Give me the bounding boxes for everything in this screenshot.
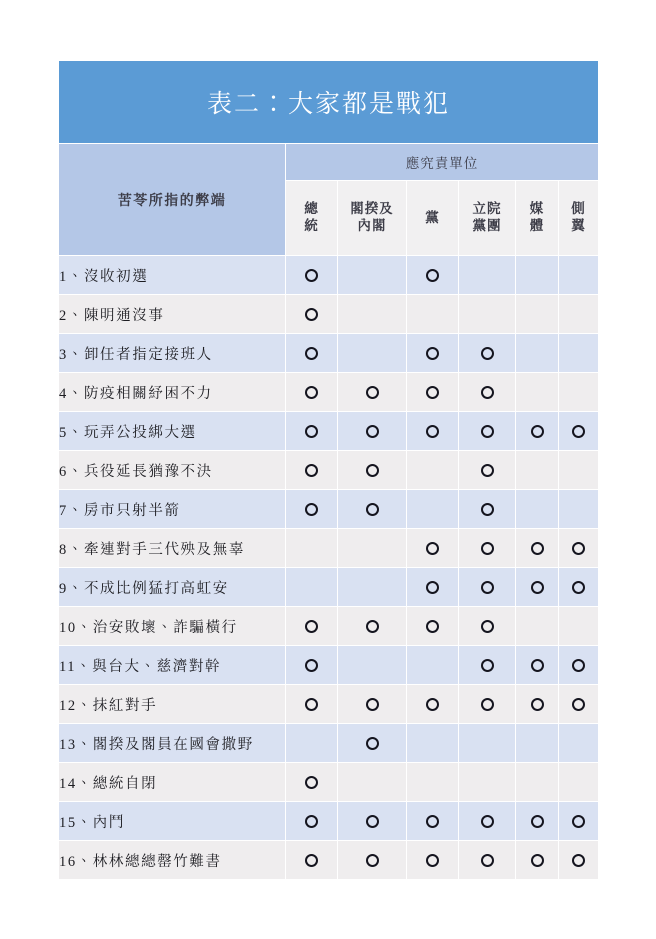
row-label: 7、房市只射半箭 bbox=[59, 490, 286, 529]
responsible-mark-icon bbox=[305, 425, 318, 438]
mark-cell-party bbox=[407, 685, 459, 724]
mark-cell-premier_cabinet bbox=[338, 802, 407, 841]
row-label: 4、防疫相關紓困不力 bbox=[59, 373, 286, 412]
row-label: 12、抹紅對手 bbox=[59, 685, 286, 724]
mark-cell-media bbox=[516, 646, 559, 685]
table-row bbox=[59, 841, 599, 880]
mark-cell-premier_cabinet bbox=[338, 724, 407, 763]
mark-cell-premier_cabinet bbox=[338, 607, 407, 646]
responsible-mark-icon bbox=[366, 464, 379, 477]
responsible-mark-icon bbox=[481, 659, 494, 672]
mark-cell-flank bbox=[559, 334, 599, 373]
table-header bbox=[59, 61, 599, 256]
table-row bbox=[59, 295, 599, 334]
mark-cell-president bbox=[286, 763, 338, 802]
responsible-mark-icon bbox=[572, 815, 585, 828]
responsible-mark-icon bbox=[572, 542, 585, 555]
mark-cell-media bbox=[516, 490, 559, 529]
responsible-mark-icon bbox=[481, 347, 494, 360]
mark-cell-president bbox=[286, 451, 338, 490]
row-label: 5、玩弄公投綁大選 bbox=[59, 412, 286, 451]
responsible-mark-icon bbox=[426, 347, 439, 360]
column-header-president-line2: 統 bbox=[304, 218, 319, 233]
table-row bbox=[59, 724, 599, 763]
mark-cell-flank bbox=[559, 724, 599, 763]
column-header-president bbox=[286, 181, 338, 256]
responsible-mark-icon bbox=[305, 659, 318, 672]
mark-cell-flank bbox=[559, 490, 599, 529]
mark-cell-legislative_caucus bbox=[459, 490, 516, 529]
responsible-mark-icon bbox=[426, 620, 439, 633]
column-header-legislative-caucus-line2: 黨團 bbox=[472, 218, 502, 233]
responsible-mark-icon bbox=[531, 425, 544, 438]
responsible-mark-icon bbox=[426, 698, 439, 711]
responsible-mark-icon bbox=[426, 815, 439, 828]
responsible-mark-icon bbox=[481, 854, 494, 867]
mark-cell-premier_cabinet bbox=[338, 412, 407, 451]
responsible-mark-icon bbox=[572, 854, 585, 867]
mark-cell-premier_cabinet bbox=[338, 451, 407, 490]
responsible-mark-icon bbox=[531, 854, 544, 867]
responsible-mark-icon bbox=[572, 659, 585, 672]
mark-cell-premier_cabinet bbox=[338, 568, 407, 607]
mark-cell-legislative_caucus bbox=[459, 568, 516, 607]
mark-cell-legislative_caucus bbox=[459, 295, 516, 334]
mark-cell-president bbox=[286, 373, 338, 412]
responsible-mark-icon bbox=[481, 542, 494, 555]
mark-cell-party bbox=[407, 451, 459, 490]
mark-cell-legislative_caucus bbox=[459, 607, 516, 646]
mark-cell-president bbox=[286, 334, 338, 373]
mark-cell-party bbox=[407, 334, 459, 373]
mark-cell-premier_cabinet bbox=[338, 373, 407, 412]
column-header-flank bbox=[559, 181, 599, 256]
responsible-mark-icon bbox=[305, 776, 318, 789]
responsible-mark-icon bbox=[305, 620, 318, 633]
mark-cell-legislative_caucus bbox=[459, 685, 516, 724]
table-row bbox=[59, 490, 599, 529]
mark-cell-flank bbox=[559, 295, 599, 334]
title-row bbox=[59, 61, 599, 144]
mark-cell-party bbox=[407, 802, 459, 841]
mark-cell-legislative_caucus bbox=[459, 841, 516, 880]
mark-cell-premier_cabinet bbox=[338, 295, 407, 334]
responsible-mark-icon bbox=[305, 854, 318, 867]
responsible-mark-icon bbox=[531, 815, 544, 828]
table-title: 表二：大家都是戰犯 bbox=[59, 61, 599, 144]
mark-cell-legislative_caucus bbox=[459, 529, 516, 568]
responsible-mark-icon bbox=[531, 581, 544, 594]
mark-cell-legislative_caucus bbox=[459, 334, 516, 373]
table-row bbox=[59, 451, 599, 490]
mark-cell-party bbox=[407, 490, 459, 529]
mark-cell-party bbox=[407, 568, 459, 607]
mark-cell-premier_cabinet bbox=[338, 490, 407, 529]
mark-cell-legislative_caucus bbox=[459, 451, 516, 490]
mark-cell-president bbox=[286, 490, 338, 529]
mark-cell-media bbox=[516, 607, 559, 646]
mark-cell-flank bbox=[559, 607, 599, 646]
mark-cell-media bbox=[516, 373, 559, 412]
mark-cell-president bbox=[286, 412, 338, 451]
responsible-mark-icon bbox=[481, 581, 494, 594]
mark-cell-media bbox=[516, 412, 559, 451]
column-header-party-line1: 黨 bbox=[425, 209, 440, 225]
responsible-mark-icon bbox=[305, 269, 318, 282]
row-label: 16、林林總總罄竹難書 bbox=[59, 841, 286, 880]
mark-cell-president bbox=[286, 685, 338, 724]
responsible-mark-icon bbox=[305, 386, 318, 399]
mark-cell-president bbox=[286, 646, 338, 685]
column-header-flank-line1: 側 bbox=[571, 201, 586, 217]
table-row bbox=[59, 763, 599, 802]
mark-cell-media bbox=[516, 256, 559, 295]
header-stub-label: 苦苓所指的弊端 bbox=[59, 144, 286, 256]
responsible-mark-icon bbox=[481, 698, 494, 711]
mark-cell-president bbox=[286, 295, 338, 334]
mark-cell-president bbox=[286, 841, 338, 880]
mark-cell-legislative_caucus bbox=[459, 724, 516, 763]
row-label: 14、總統自閉 bbox=[59, 763, 286, 802]
header-group-row bbox=[59, 144, 599, 181]
responsible-mark-icon bbox=[305, 464, 318, 477]
mark-cell-premier_cabinet bbox=[338, 841, 407, 880]
responsible-mark-icon bbox=[481, 503, 494, 516]
column-header-legislative-caucus bbox=[459, 181, 516, 256]
responsible-mark-icon bbox=[366, 503, 379, 516]
mark-cell-president bbox=[286, 802, 338, 841]
responsible-mark-icon bbox=[366, 815, 379, 828]
mark-cell-media bbox=[516, 763, 559, 802]
responsible-mark-icon bbox=[531, 659, 544, 672]
responsible-mark-icon bbox=[426, 269, 439, 282]
mark-cell-party bbox=[407, 529, 459, 568]
table-row bbox=[59, 412, 599, 451]
mark-cell-premier_cabinet bbox=[338, 334, 407, 373]
table-row bbox=[59, 568, 599, 607]
responsible-mark-icon bbox=[305, 308, 318, 321]
mark-cell-president bbox=[286, 724, 338, 763]
responsible-mark-icon bbox=[426, 581, 439, 594]
mark-cell-party bbox=[407, 412, 459, 451]
mark-cell-media bbox=[516, 685, 559, 724]
mark-cell-flank bbox=[559, 256, 599, 295]
row-label: 6、兵役延長猶豫不決 bbox=[59, 451, 286, 490]
mark-cell-legislative_caucus bbox=[459, 412, 516, 451]
mark-cell-flank bbox=[559, 841, 599, 880]
mark-cell-flank bbox=[559, 529, 599, 568]
mark-cell-premier_cabinet bbox=[338, 256, 407, 295]
responsible-mark-icon bbox=[305, 815, 318, 828]
mark-cell-flank bbox=[559, 763, 599, 802]
mark-cell-flank bbox=[559, 412, 599, 451]
mark-cell-media bbox=[516, 568, 559, 607]
responsible-mark-icon bbox=[366, 386, 379, 399]
table-row bbox=[59, 607, 599, 646]
mark-cell-premier_cabinet bbox=[338, 685, 407, 724]
mark-cell-flank bbox=[559, 568, 599, 607]
responsible-mark-icon bbox=[305, 698, 318, 711]
mark-cell-party bbox=[407, 607, 459, 646]
mark-cell-flank bbox=[559, 802, 599, 841]
responsible-mark-icon bbox=[572, 425, 585, 438]
responsible-mark-icon bbox=[305, 503, 318, 516]
mark-cell-legislative_caucus bbox=[459, 763, 516, 802]
mark-cell-media bbox=[516, 529, 559, 568]
header-group-label: 應究責單位 bbox=[286, 144, 599, 181]
mark-cell-media bbox=[516, 802, 559, 841]
mark-cell-flank bbox=[559, 373, 599, 412]
responsible-mark-icon bbox=[426, 542, 439, 555]
column-header-media-line2: 體 bbox=[529, 218, 545, 233]
mark-cell-president bbox=[286, 256, 338, 295]
responsible-mark-icon bbox=[481, 620, 494, 633]
mark-cell-president bbox=[286, 529, 338, 568]
row-label: 10、治安敗壞、詐騙橫行 bbox=[59, 607, 286, 646]
column-header-president-line1: 總 bbox=[304, 201, 319, 217]
table-row bbox=[59, 334, 599, 373]
table-container bbox=[58, 60, 598, 880]
row-label: 2、陳明通沒事 bbox=[59, 295, 286, 334]
mark-cell-premier_cabinet bbox=[338, 529, 407, 568]
mark-cell-flank bbox=[559, 451, 599, 490]
mark-cell-president bbox=[286, 607, 338, 646]
war-criminals-table bbox=[58, 60, 599, 880]
mark-cell-party bbox=[407, 841, 459, 880]
table-row bbox=[59, 256, 599, 295]
column-header-party bbox=[407, 181, 459, 256]
row-label: 13、閣揆及閣員在國會撒野 bbox=[59, 724, 286, 763]
mark-cell-legislative_caucus bbox=[459, 256, 516, 295]
mark-cell-legislative_caucus bbox=[459, 373, 516, 412]
table-row bbox=[59, 646, 599, 685]
mark-cell-media bbox=[516, 724, 559, 763]
mark-cell-president bbox=[286, 568, 338, 607]
responsible-mark-icon bbox=[481, 815, 494, 828]
responsible-mark-icon bbox=[531, 698, 544, 711]
column-header-media bbox=[516, 181, 559, 256]
responsible-mark-icon bbox=[366, 737, 379, 750]
mark-cell-media bbox=[516, 295, 559, 334]
responsible-mark-icon bbox=[531, 542, 544, 555]
column-header-premier-cabinet-line2: 內閣 bbox=[357, 218, 387, 233]
mark-cell-party bbox=[407, 295, 459, 334]
mark-cell-premier_cabinet bbox=[338, 763, 407, 802]
column-header-media-line1: 媒 bbox=[529, 201, 545, 217]
responsible-mark-icon bbox=[366, 620, 379, 633]
responsible-mark-icon bbox=[366, 425, 379, 438]
mark-cell-party bbox=[407, 724, 459, 763]
column-header-flank-line2: 翼 bbox=[571, 218, 586, 233]
mark-cell-legislative_caucus bbox=[459, 646, 516, 685]
table-row bbox=[59, 529, 599, 568]
responsible-mark-icon bbox=[426, 386, 439, 399]
row-label: 3、卸任者指定接班人 bbox=[59, 334, 286, 373]
mark-cell-premier_cabinet bbox=[338, 646, 407, 685]
column-header-premier-cabinet bbox=[338, 181, 407, 256]
row-label: 1、沒收初選 bbox=[59, 256, 286, 295]
responsible-mark-icon bbox=[426, 854, 439, 867]
mark-cell-legislative_caucus bbox=[459, 802, 516, 841]
column-header-legislative-caucus-line1: 立院 bbox=[472, 201, 502, 217]
table-row bbox=[59, 685, 599, 724]
responsible-mark-icon bbox=[366, 854, 379, 867]
responsible-mark-icon bbox=[481, 464, 494, 477]
mark-cell-flank bbox=[559, 685, 599, 724]
mark-cell-party bbox=[407, 256, 459, 295]
row-label: 15、內鬥 bbox=[59, 802, 286, 841]
column-header-premier-cabinet-line1: 閣揆及 bbox=[350, 201, 394, 217]
responsible-mark-icon bbox=[366, 698, 379, 711]
responsible-mark-icon bbox=[481, 425, 494, 438]
mark-cell-party bbox=[407, 646, 459, 685]
table-body bbox=[59, 256, 599, 880]
mark-cell-party bbox=[407, 763, 459, 802]
responsible-mark-icon bbox=[572, 581, 585, 594]
mark-cell-media bbox=[516, 841, 559, 880]
row-label: 9、不成比例猛打高虹安 bbox=[59, 568, 286, 607]
responsible-mark-icon bbox=[481, 386, 494, 399]
table-row bbox=[59, 802, 599, 841]
responsible-mark-icon bbox=[305, 347, 318, 360]
responsible-mark-icon bbox=[572, 698, 585, 711]
mark-cell-flank bbox=[559, 646, 599, 685]
responsible-mark-icon bbox=[426, 425, 439, 438]
mark-cell-media bbox=[516, 451, 559, 490]
mark-cell-media bbox=[516, 334, 559, 373]
table-row bbox=[59, 373, 599, 412]
row-label: 8、牽連對手三代殃及無辜 bbox=[59, 529, 286, 568]
row-label: 11、與台大、慈濟對幹 bbox=[59, 646, 286, 685]
mark-cell-party bbox=[407, 373, 459, 412]
